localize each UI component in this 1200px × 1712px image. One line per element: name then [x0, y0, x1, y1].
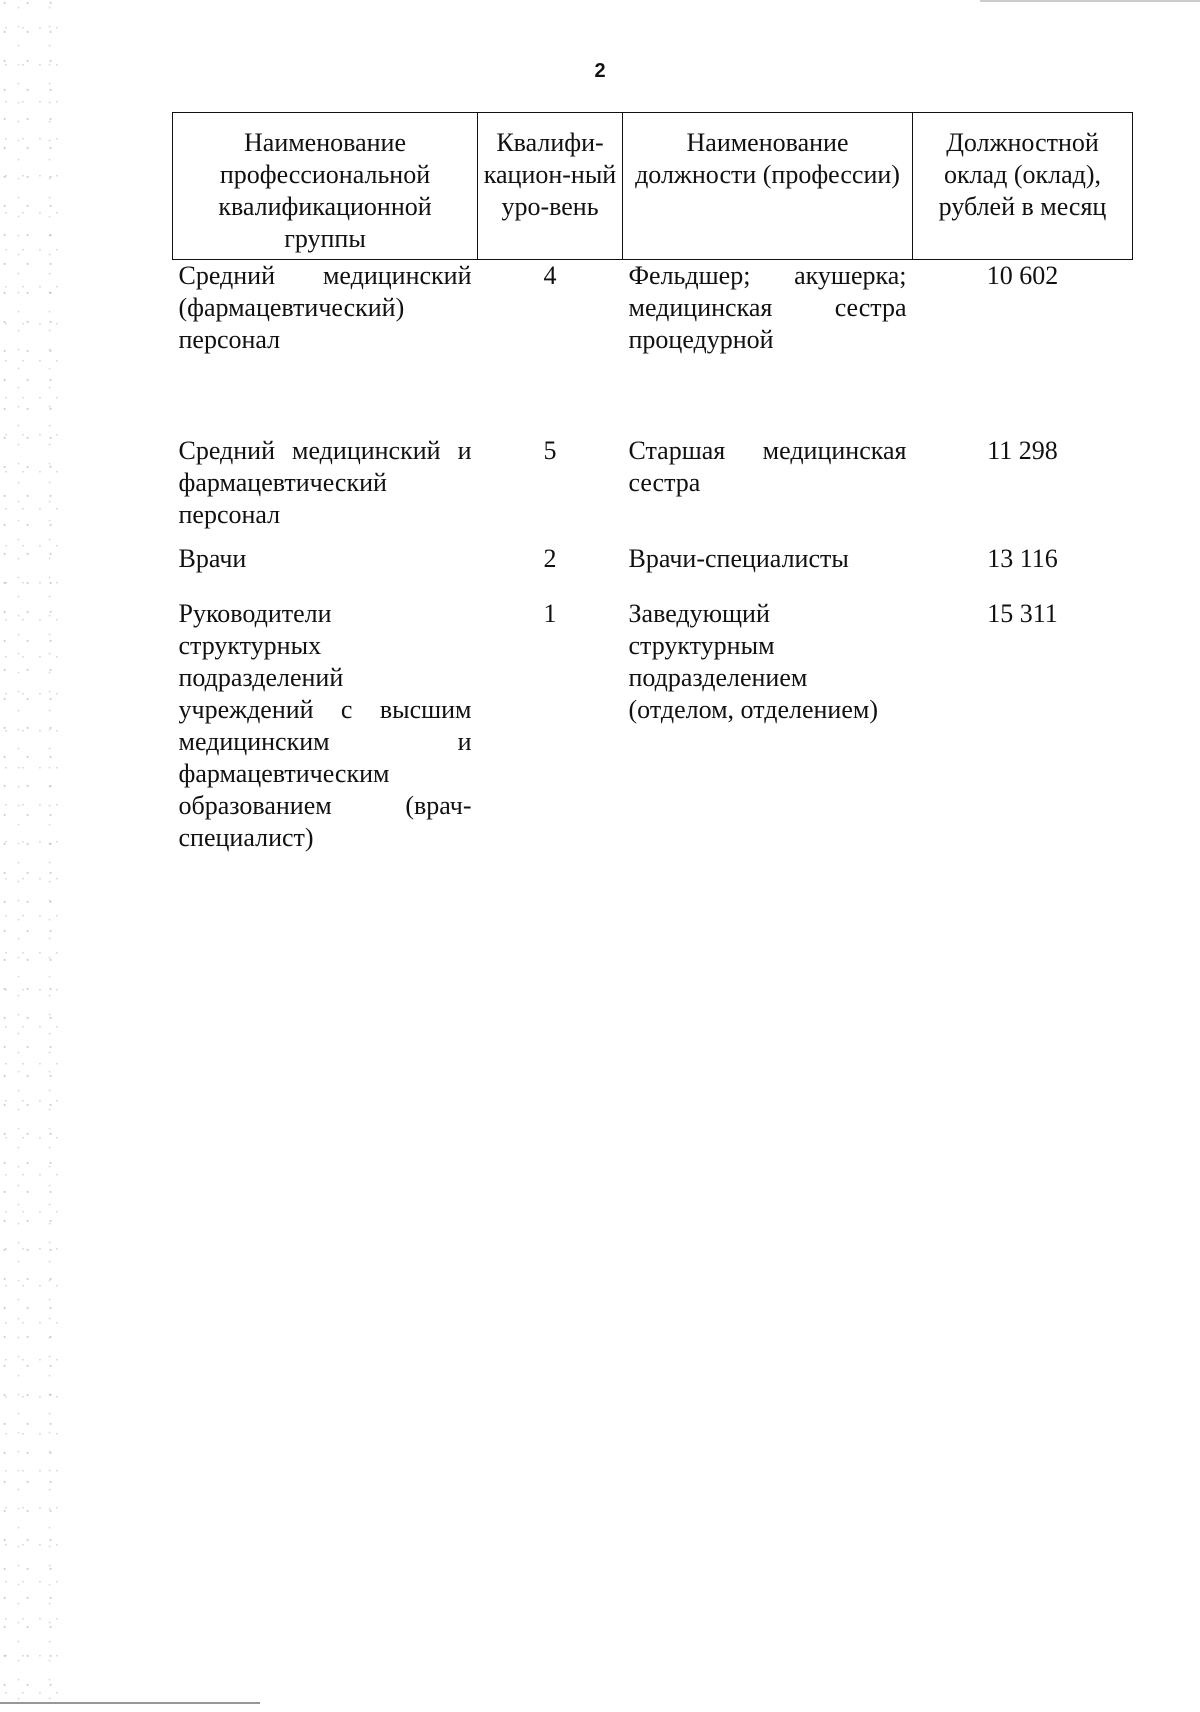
cell-group: Руководители структурных подразделений учреждений с высшим медицинским и фармацевтическим образованием (врач-специалист): [178, 599, 472, 852]
cell-level: 1: [543, 599, 557, 628]
cell-position: Фельдшер; акушерка; медицинская сестра процедурной: [628, 261, 907, 354]
cell-salary: 10 602: [986, 261, 1059, 290]
table-row: [173, 543, 1133, 598]
cell-salary: 13 116: [987, 544, 1058, 573]
cell-level: 4: [543, 261, 557, 290]
cell-level: 5: [543, 436, 557, 465]
table-row: [173, 435, 1133, 543]
header-row: [173, 113, 1133, 260]
cell-salary: 11 298: [987, 436, 1058, 465]
header-level: Квалифи-кацион-ный уро-вень: [478, 113, 623, 260]
scan-top-artifact: [980, 0, 1200, 2]
header-position: Наименование должности (профессии): [623, 113, 913, 260]
cell-salary: 15 311: [987, 599, 1058, 628]
cell-position: Заведующий структурным подразделением (отделом, отделением): [628, 599, 878, 724]
page-number: 2: [594, 60, 606, 82]
cell-level: 2: [543, 544, 557, 573]
table-header: [173, 113, 1133, 260]
cell-group: Средний медицинский (фармацевтический) персонал: [178, 261, 472, 354]
salary-table: [172, 112, 1133, 854]
cell-position: Врачи-специалисты: [628, 544, 849, 573]
cell-group: Врачи: [178, 544, 247, 573]
header-salary: Должностной оклад (оклад), рублей в месяц: [913, 113, 1133, 260]
header-group: Наименование профессиональной квалификационной группы: [173, 113, 478, 260]
table-body: [173, 260, 1133, 855]
table-row: [173, 598, 1133, 854]
scan-edge-artifact: [0, 0, 70, 1712]
cell-group: Средний медицинский и фармацевтический персонал: [178, 436, 472, 529]
table-row: [173, 260, 1133, 436]
scan-bottom-artifact: [0, 1702, 260, 1704]
cell-position: Старшая медицинская сестра: [628, 436, 907, 497]
